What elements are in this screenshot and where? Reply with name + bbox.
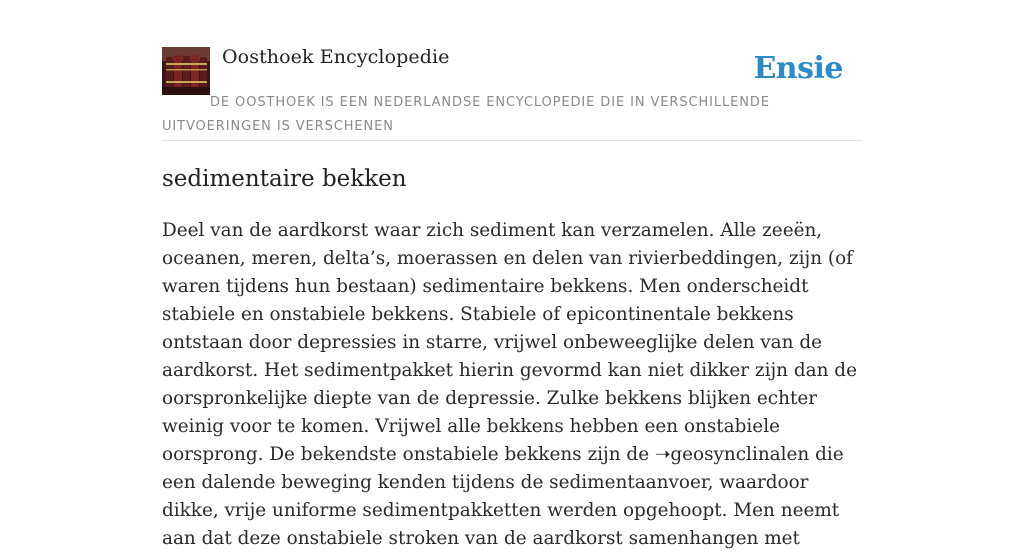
cross-reference-arrow-icon: ➝ (654, 444, 671, 465)
avatar[interactable] (162, 47, 210, 95)
brand-logo[interactable]: Ensie (753, 51, 843, 86)
site-title[interactable]: Oosthoek Encyclopedie (222, 46, 450, 68)
article-body (162, 217, 862, 553)
cross-reference-link[interactable] (655, 444, 809, 465)
cross-reference-text: geosynclinalen (670, 444, 810, 465)
site-header (162, 46, 862, 141)
book-spines-icon (162, 47, 210, 95)
article-text-part-2: die een dalende beweging kenden tijdens de sedimentaanvoer, waardoor dikke, vrije uniforme sedimentpakketten werden opgehoopt. Men neemt aan dat deze onstabiele stroken van de aardkorst samenhangen met (162, 444, 844, 549)
site-tagline: DE OOSTHOEK IS EEN NEDERLANDSE ENCYCLOPEDIE DIE IN VERSCHILLENDE UITVOERINGEN IS VERSCHENEN (162, 95, 770, 134)
article-text-part-1: Deel van de aardkorst waar zich sediment kan verzamelen. Alle zeeën, oceanen, meren, delta’s, moerassen en delen van rivierbeddingen, zijn (of waren tijdens hun bestaan) sedimentaire bekkens. Men onderscheidt stabiele en onstabiele bekkens. Stabiele of epicontinentale bekkens ontstaan door depressies in starre, vrijwel onbeweeglijke delen van de aardkorst. Het sedimentpakket hierin gevormd kan niet dikker zijn dan de oorspronkelijke diepte van de depressie. Zulke bekkens blijken echter weinig voor te komen. Vrijwel alle bekkens hebben een onstabiele oorsprong. De bekendste onstabiele bekkens zijn de (162, 220, 857, 465)
article (162, 163, 862, 553)
page-title: sedimentaire bekken (162, 166, 407, 192)
